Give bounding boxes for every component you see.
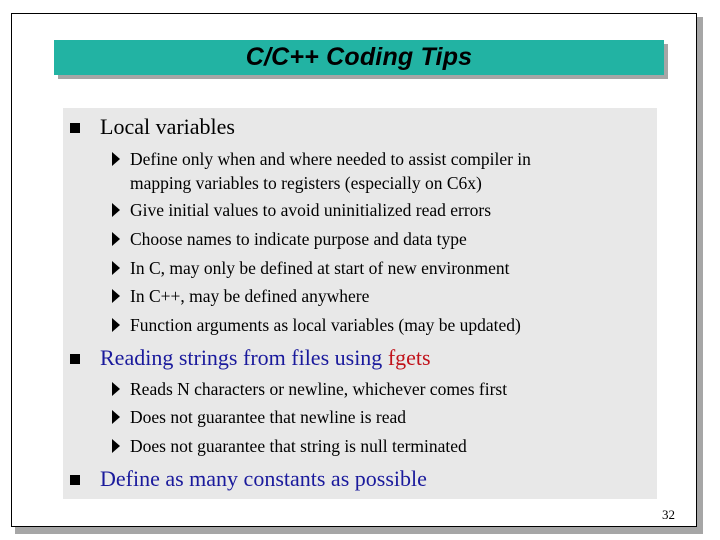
section-heading-local-variables: Local variables bbox=[100, 114, 235, 139]
fgets-highlight: fgets bbox=[387, 345, 431, 370]
arrow-bullet-icon bbox=[112, 439, 120, 453]
list-item: In C, may only be defined at start of new environment bbox=[130, 258, 510, 278]
arrow-bullet-icon bbox=[112, 289, 120, 303]
list-item: Does not guarantee that newline is read bbox=[130, 407, 407, 427]
arrow-bullet-icon bbox=[112, 203, 120, 217]
slide-title: C/C++ Coding Tips bbox=[245, 43, 473, 71]
section-heading-text: Reading strings from files using bbox=[100, 345, 388, 370]
square-bullet-icon bbox=[70, 123, 80, 133]
arrow-bullet-icon bbox=[112, 152, 120, 166]
arrow-bullet-icon bbox=[112, 232, 120, 246]
list-item: Give initial values to avoid uninitialized read errors bbox=[130, 200, 492, 220]
list-item: Define only when and where needed to assist compiler in bbox=[130, 149, 531, 169]
square-bullet-icon bbox=[70, 354, 80, 364]
section-heading-reading-strings bbox=[100, 345, 431, 371]
list-item: Function arguments as local variables (may be updated) bbox=[130, 315, 521, 335]
arrow-bullet-icon bbox=[112, 318, 120, 332]
square-bullet-icon bbox=[70, 475, 80, 485]
page-number: 32 bbox=[662, 507, 675, 522]
list-item-continuation: mapping variables to registers (especially on C6x) bbox=[130, 173, 482, 193]
title-bar bbox=[54, 40, 664, 75]
list-item: Does not guarantee that string is null terminated bbox=[130, 436, 467, 456]
arrow-bullet-icon bbox=[112, 410, 120, 424]
arrow-bullet-icon bbox=[112, 261, 120, 275]
arrow-bullet-icon bbox=[112, 382, 120, 396]
list-item: Choose names to indicate purpose and data type bbox=[130, 229, 467, 249]
section-heading-constants: Define as many constants as possible bbox=[100, 466, 427, 491]
list-item: In C++, may be defined anywhere bbox=[130, 286, 370, 306]
list-item: Reads N characters or newline, whichever comes first bbox=[130, 379, 508, 399]
